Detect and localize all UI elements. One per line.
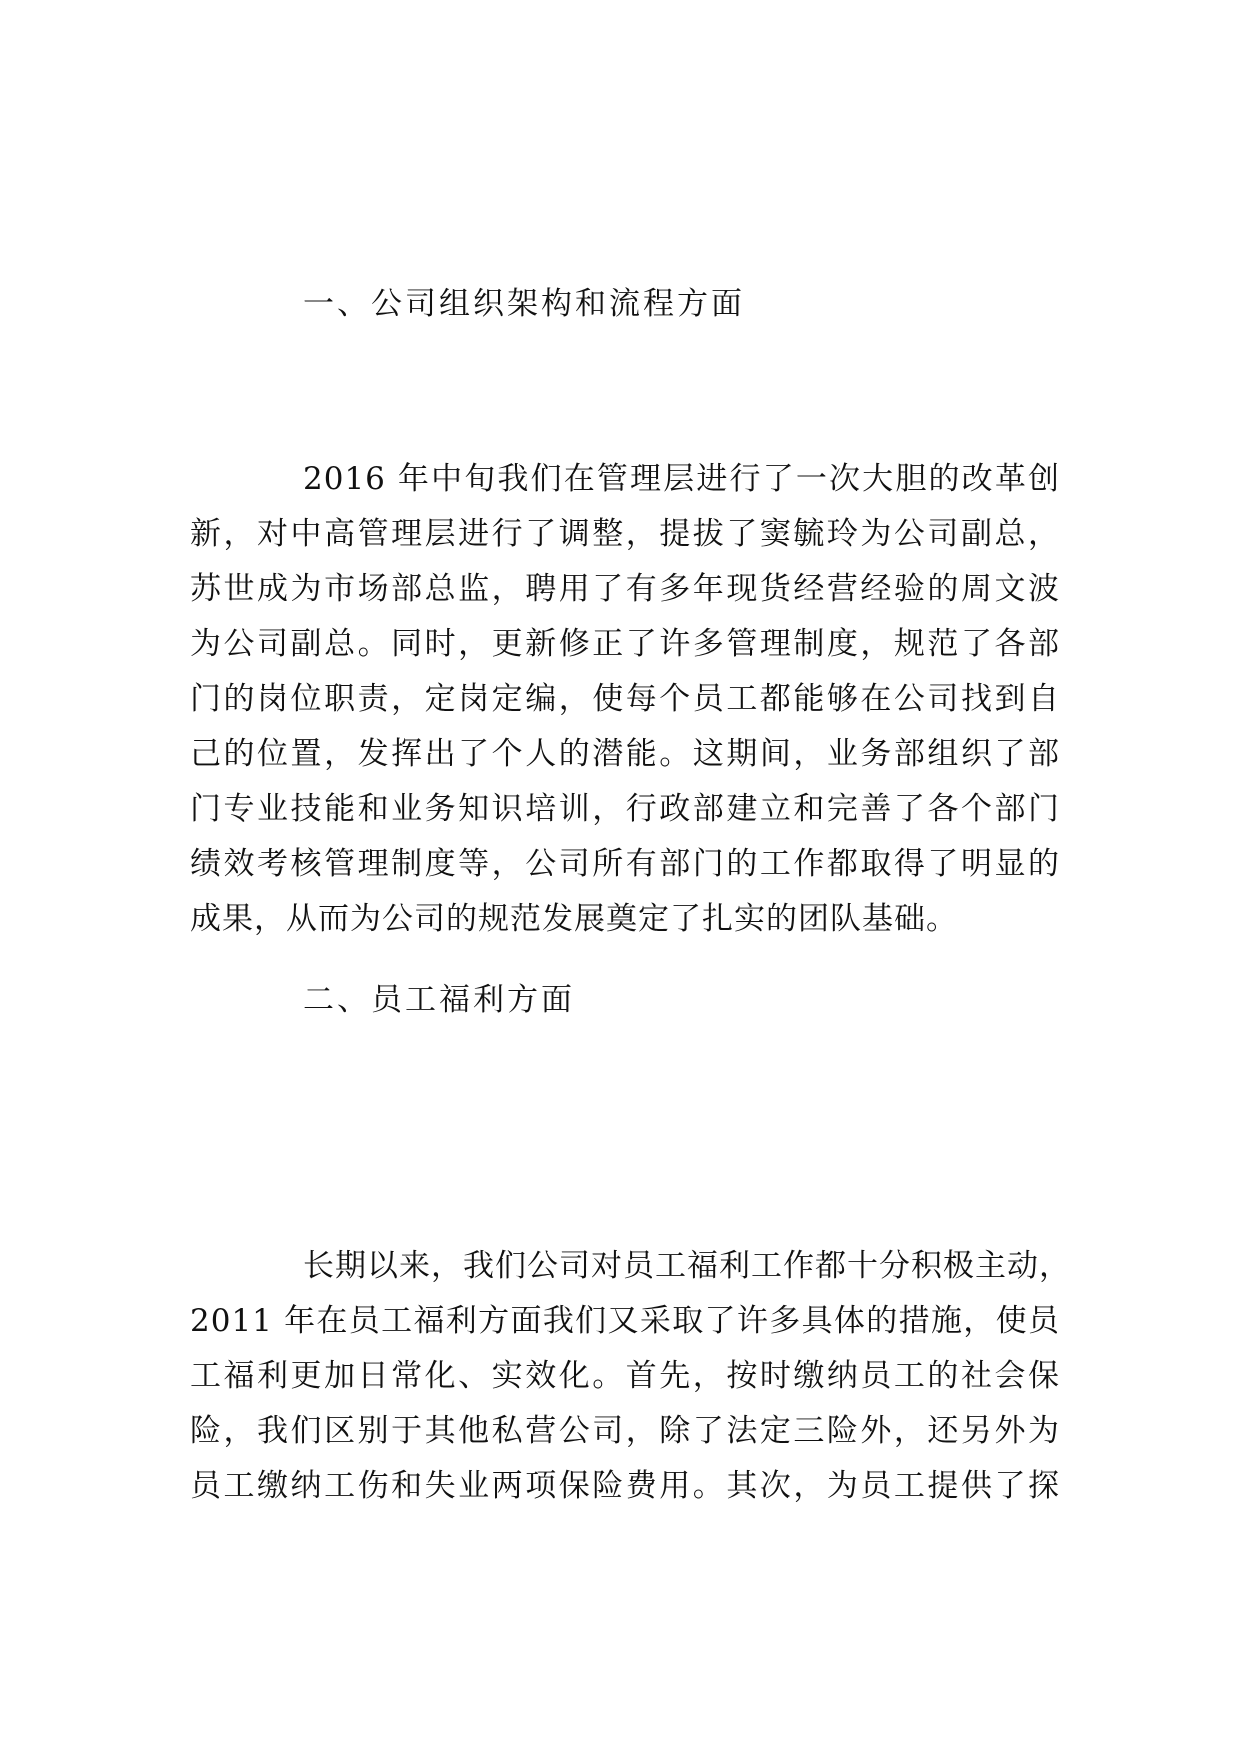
paragraph-line: 工福利更加日常化、实效化。首先，按时缴纳员工的社会保 [190,1358,1060,1394]
paragraph-line: 2011 年在员工福利方面我们又采取了许多具体的措施，使员 [190,1303,1060,1339]
paragraph-org-structure [190,452,1060,947]
paragraph-line: 为公司副总。同时，更新修正了许多管理制度，规范了各部 [190,626,1060,662]
paragraph-line: 员工缴纳工伤和失业两项保险费用。其次，为员工提供了探 [190,1468,1060,1504]
paragraph-line: 己的位置，发挥出了个人的潜能。这期间，业务部组织了部 [190,736,1060,772]
paragraph-line: 险，我们区别于其他私营公司，除了法定三险外，还另外为 [190,1413,1060,1449]
paragraph-line: 绩效考核管理制度等，公司所有部门的工作都取得了明显的 [190,846,1060,882]
paragraph-line: 苏世成为市场部总监，聘用了有多年现货经营经验的周文波 [190,571,1060,607]
paragraph-line: 新，对中高管理层进行了调整，提拔了窦毓玲为公司副总， [190,516,1060,552]
paragraph-line: 门的岗位职责，定岗定编，使每个员工都能够在公司找到自 [190,681,1060,717]
paragraph-line: 长期以来，我们公司对员工福利工作都十分积极主动， [303,1248,1071,1284]
paragraph-line: 门专业技能和业务知识培训，行政部建立和完善了各个部门 [190,791,1060,827]
paragraph-employee-welfare [190,1239,1071,1514]
paragraph-line: 2016 年中旬我们在管理层进行了一次大胆的改革创 [303,461,1060,497]
section-heading-employee-welfare: 二、员工福利方面 [303,982,575,1018]
paragraph-line: 成果，从而为公司的规范发展奠定了扎实的团队基础。 [190,901,958,937]
section-heading-org-structure: 一、公司组织架构和流程方面 [303,286,745,322]
